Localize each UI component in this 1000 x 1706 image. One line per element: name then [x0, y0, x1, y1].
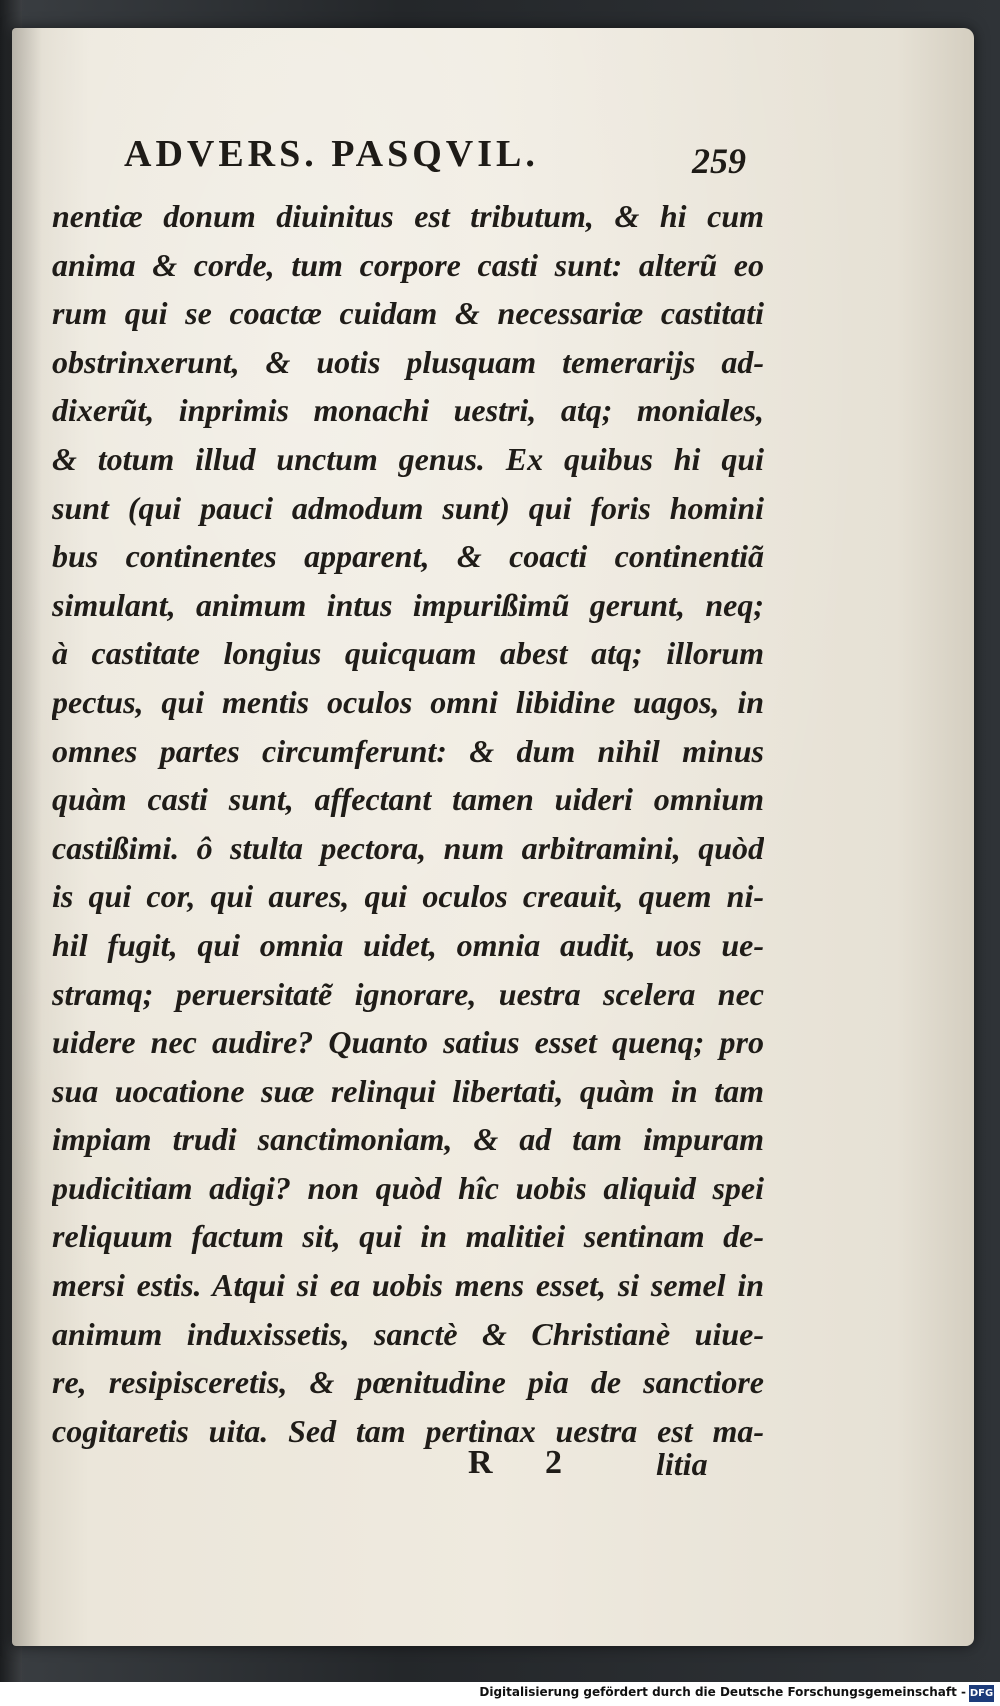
- page-footer: [0, 1444, 1000, 1494]
- page-header: [0, 132, 1000, 182]
- text-line: à castitate longius quicquam abest atq; illorum: [52, 635, 764, 672]
- page-gutter-shadow: [12, 28, 42, 1646]
- text-line: cogitaretis uita. Sed tam pertinax uestra est ma-: [52, 1412, 764, 1449]
- text-line: quàm casti sunt, affectant tamen uideri omnium: [52, 781, 764, 818]
- dfg-logo-icon: DFG: [969, 1685, 994, 1702]
- text-line: pectus, qui mentis oculos omni libidine uagos, in: [52, 683, 764, 720]
- text-line: hil fugit, qui omnia uidet, omnia audit, uos ue-: [52, 926, 764, 963]
- text-line: uidere nec audire? Quanto satius esset quenq; pro: [52, 1024, 764, 1061]
- funding-credit: Digitalisierung gefördert durch die Deutsche Forschungsgemeinschaft -: [479, 1685, 966, 1699]
- text-line: mersi estis. Atqui si ea uobis mens esset, si semel in: [52, 1267, 764, 1304]
- body-text: [52, 192, 764, 1455]
- text-line: dixerũt, inprimis monachi uestri, atq; moniales,: [52, 392, 764, 429]
- text-line: re, resipisceretis, & pœnitudine pia de sanctiore: [52, 1364, 764, 1401]
- text-line: obstrinxerunt, & uotis plusquam temerarijs ad-: [52, 343, 764, 380]
- text-line: pudicitiam adigi? non quòd hîc uobis aliquid spei: [52, 1169, 764, 1206]
- text-line: simulant, animum intus impurißimũ gerunt, neq;: [52, 586, 764, 623]
- text-line: animum induxissetis, sanctè & Christianè uiue-: [52, 1315, 764, 1352]
- text-line: castißimi. ô stulta pectora, num arbitramini, quòd: [52, 829, 764, 866]
- text-line: & totum illud unctum genus. Ex quibus hi qui: [52, 440, 764, 477]
- text-line: impiam trudi sanctimoniam, & ad tam impuram: [52, 1121, 764, 1158]
- text-line: stramq; peruersitatẽ ignorare, uestra scelera nec: [52, 975, 764, 1012]
- text-line: bus continentes apparent, & coacti continentiã: [52, 538, 764, 575]
- credit-bar: [0, 1682, 1000, 1706]
- text-line: reliquum factum sit, qui in malitiei sentinam de-: [52, 1218, 764, 1255]
- text-line: is qui cor, qui aures, qui oculos creauit, quem ni-: [52, 878, 764, 915]
- signature-mark: R 2: [468, 1444, 585, 1481]
- text-line: rum qui se coactæ cuidam & necessariæ castitati: [52, 295, 764, 332]
- catchword: litia: [656, 1446, 708, 1482]
- text-line: anima & corde, tum corpore casti sunt: alterũ eo: [52, 246, 764, 283]
- text-line: omnes partes circumferunt: & dum nihil minus: [52, 732, 764, 769]
- text-line: sua uocatione suæ relinqui libertati, quàm in tam: [52, 1072, 764, 1109]
- text-line: nentiæ donum diuinitus est tributum, & hi cum: [52, 198, 764, 234]
- running-title: ADVERS. PASQVIL.: [124, 133, 539, 175]
- text-line: sunt (qui pauci admodum sunt) qui foris homini: [52, 489, 764, 526]
- page-number: 259: [692, 141, 746, 181]
